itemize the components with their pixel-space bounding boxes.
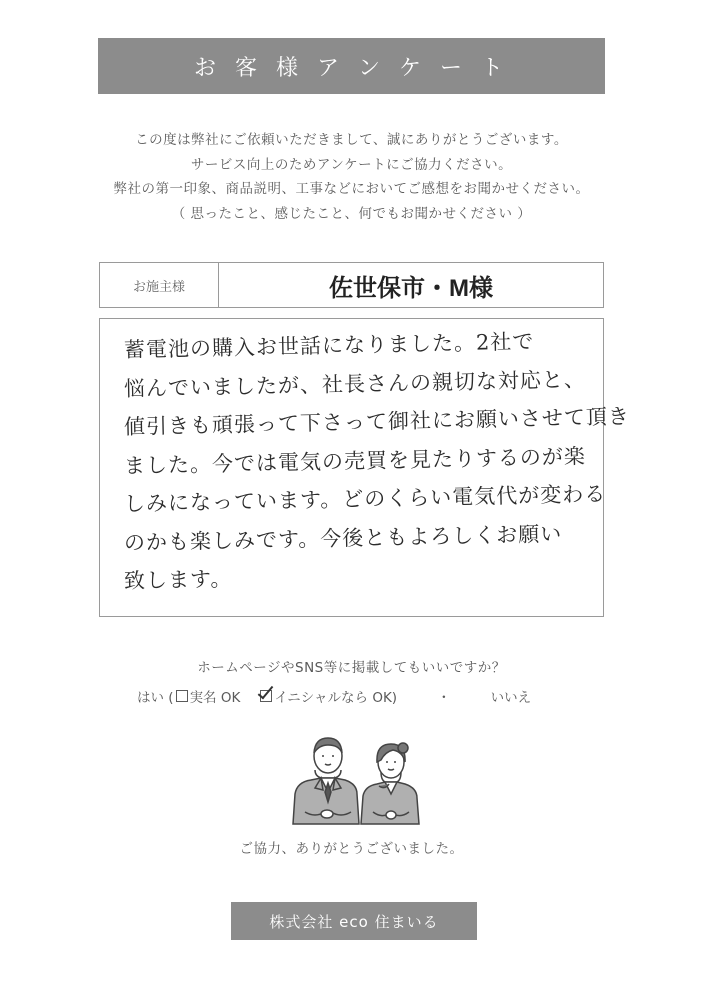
- company-name: 株式会社 eco 住まいる: [269, 912, 439, 931]
- company-banner: [231, 902, 477, 940]
- intro-line: サービス向上のためアンケートにご協力ください。: [190, 156, 513, 173]
- comment-box: [99, 318, 631, 617]
- man-figure: [293, 738, 359, 824]
- real-name-checkbox[interactable]: [176, 690, 188, 702]
- publish-options: [137, 686, 597, 706]
- publish-question: ホームページやSNS等に掲載してもいいですか？: [197, 660, 506, 676]
- comment-line: のかも楽しみです。今後ともよろしくお願い: [123, 521, 563, 555]
- survey-title-banner: [98, 38, 605, 94]
- client-name: 佐世保市・M様: [329, 274, 493, 302]
- woman-figure: [361, 743, 419, 824]
- initials-label: イニシャルなら OK): [274, 690, 398, 706]
- intro-text: [40, 128, 663, 226]
- comment-line: ました。今では電気の売買を見たりするのが楽: [123, 443, 587, 478]
- staff-illustration: [285, 728, 420, 826]
- intro-line: 弊社の第一印象、商品説明、工事などにおいてご感想をお聞かせください。: [113, 181, 590, 197]
- comment-line: 悩んでいましたが、社長さんの親切な対応と、: [123, 366, 587, 401]
- initials-checkbox[interactable]: [260, 690, 272, 702]
- comment-line: 蓄電池の購入お世話になりました。2社で: [123, 329, 535, 362]
- no-option[interactable]: いいえ: [490, 690, 532, 706]
- client-row: [99, 262, 604, 308]
- comment-line: 致します。: [123, 566, 233, 593]
- intro-line: （ 思ったこと、感じたこと、何でもお聞かせください ）: [171, 205, 532, 222]
- real-name-label: 実名 OK: [189, 690, 241, 706]
- option-separator: ・: [437, 690, 451, 706]
- comment-line: しみになっています。どのくらい電気代が変わる: [123, 481, 607, 516]
- yes-label: はい (: [137, 690, 174, 706]
- comment-line: 値引きも頑張って下さって御社にお願いさせて頂き: [123, 404, 631, 439]
- intro-line: この度は弊社にご依頼いただきまして、誠にありがとうございます。: [135, 132, 568, 148]
- thanks-message: ご協力、ありがとうございました。: [239, 841, 464, 857]
- client-label: お施主様: [100, 263, 219, 307]
- survey-title: お 客 様 ア ン ケ ー ト: [194, 55, 509, 81]
